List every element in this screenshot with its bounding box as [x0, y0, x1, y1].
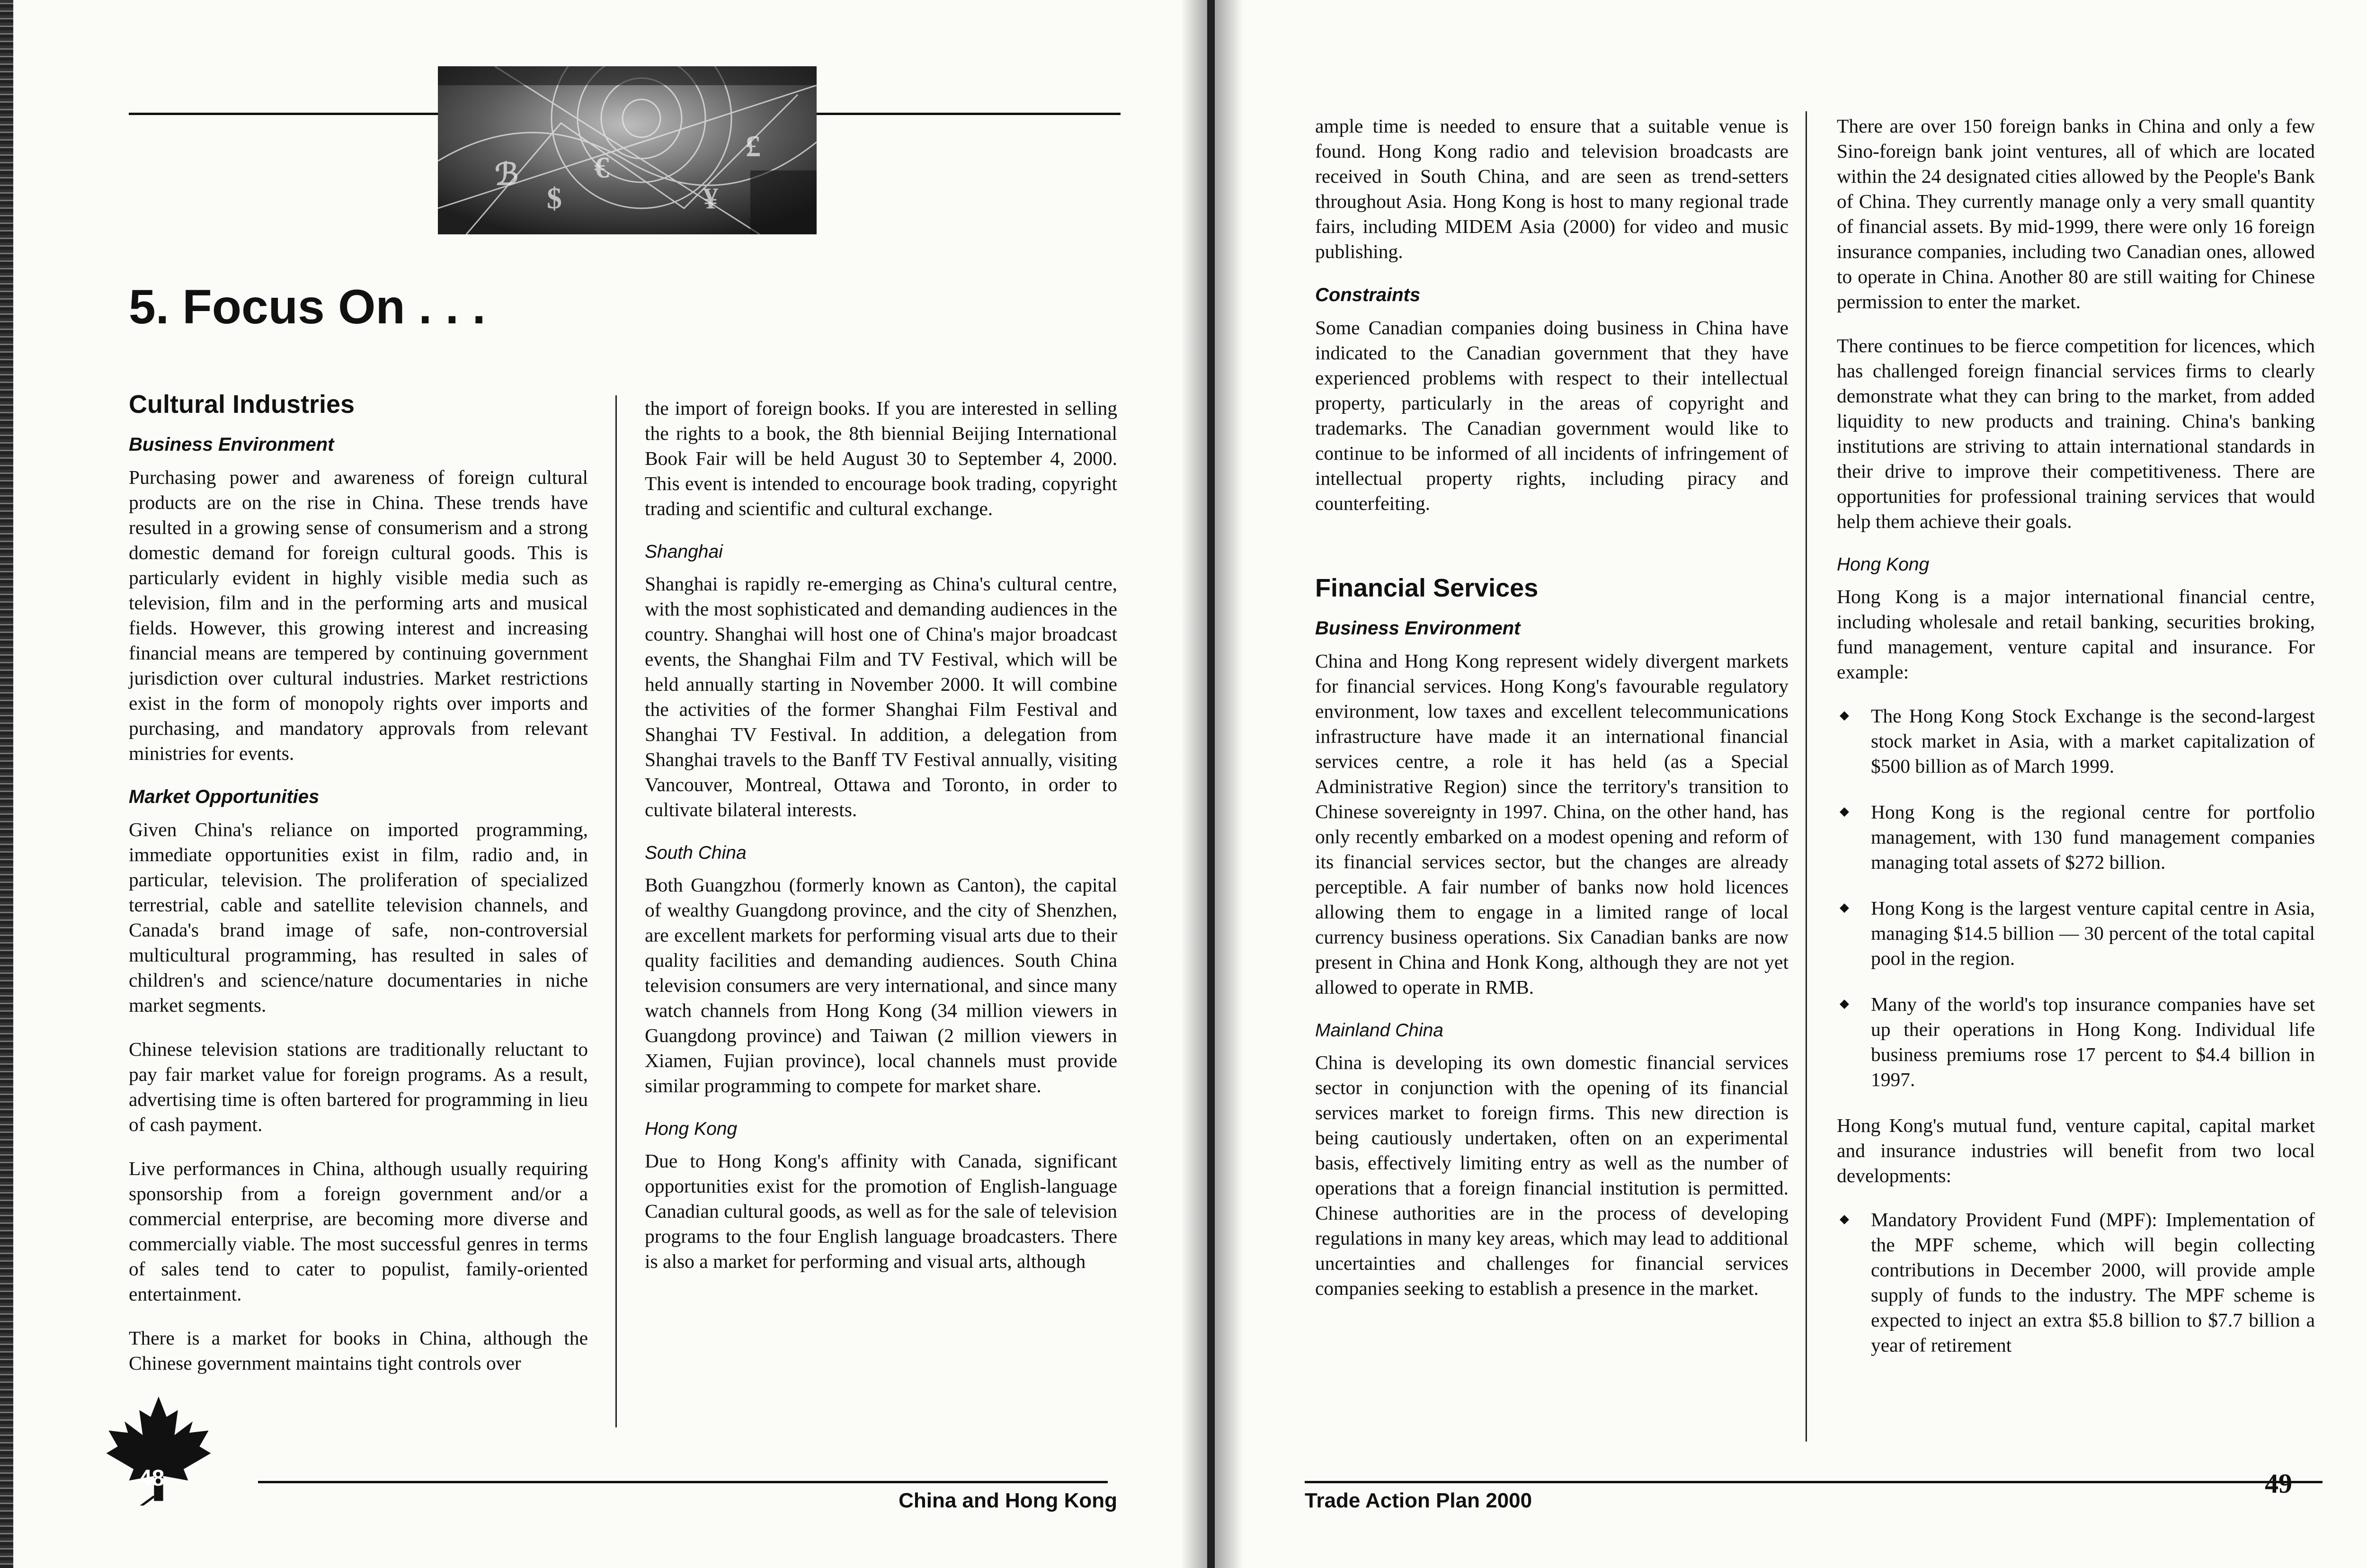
svg-text:¥: ¥ — [703, 181, 718, 215]
footer-rule-right — [1305, 1481, 2323, 1483]
paragraph: Live performances in China, although usually requiring sponsorship from a foreign government and/or a commercial enterprise, are becoming more diverse and commercially viable. The most successful genres in terms of sales tend to cater to populist, family-oriented entertainment. — [129, 1158, 588, 1305]
svg-text:€: € — [594, 151, 609, 184]
subheading-market-opportunities: Market Opportunities — [129, 786, 320, 807]
spine-shadow — [1215, 0, 1243, 1568]
subheading-south-china: South China — [645, 843, 747, 863]
paragraph: Hong Kong is a major international financial centre, including wholesale and retail banking, securities broking, fund management, venture capital and insurance. For example: — [1837, 586, 2315, 683]
svg-text:£: £ — [746, 129, 761, 163]
paragraph: Shanghai is rapidly re-emerging as China's cultural centre, with the most sophisticated and demanding audiences in the country. Shanghai will host one of China's major broadcast events, the Shanghai Film and TV Festival, which will be held annually starting in November 2000. It will combine the activities of the former Shanghai Film Festival and Shanghai TV Festival. In addition, a delegation from Shanghai travels to the Banff TV Festival annually, visiting Vancouver, Montreal, Ottawa and Toronto, in order to cultivate bilateral interests. — [645, 573, 1117, 820]
paragraph: Purchasing power and awareness of foreign cultural products are on the rise in China. These trends have resulted in a growing sense of consumerism and a strong domestic demand for foreign cultural goods. This is particularly evident in highly visible media such as television, film and in the performing arts and musical fields. However, this growing interest and increasing financial means are tempered by continuing government jurisdiction over cultural industries. Market restrictions exist in the form of monopoly rights over imports and purchasing, and mandatory approvals from relevant ministries for events. — [129, 466, 588, 764]
heading-cultural-industries: Cultural Industries — [129, 390, 355, 419]
spine-shadow — [1181, 0, 1209, 1568]
footer-rule-left — [258, 1481, 1108, 1483]
list-item: ◆ Mandatory Provident Fund (MPF): Implementation of the MPF scheme, which will begin collecting contributions in December 2000, will provide ample supply of funds to the industry. The MPF scheme is expected to inject an extra $5.8 billion to $7.7 billion a year of retirement — [1837, 1207, 2315, 1358]
column-3 — [1315, 114, 1789, 1320]
column-1 — [129, 389, 588, 1395]
column-divider — [615, 395, 617, 1427]
subheading-hong-kong: Hong Kong — [645, 1119, 738, 1139]
bullet-list — [1837, 704, 2315, 1092]
subheading-shanghai: Shanghai — [645, 542, 723, 562]
list-item: ◆ Hong Kong is the regional centre for portfolio management, with 130 fund management companies managing total assets of $272 billion. — [1837, 800, 2315, 875]
paragraph: There continues to be fierce competition for licences, which has challenged foreign financial services firms to clearly demonstrate what they can bring to the market, from added liquidity to new products and training. China's banking institutions are striving to attain international standards in their drive to improve their competitiveness. There are opportunities for professional training services that would help them achieve their goals. — [1837, 335, 2315, 532]
paragraph: Given China's reliance on imported programming, immediate opportunities exist in film, radio and, in particular, television. The proliferation of specialized terrestrial, cable and satellite television channels, and Canada's brand image of safe, non-controversial multicultural programming, has resulted in sales of children's and science/nature documentaries in niche market segments. — [129, 819, 588, 1016]
paragraph: the import of foreign books. If you are interested in selling the rights to a book, the 8th biennial Beijing International Book Fair will be held August 30 to September 4, 2000. This event is intended to encourage book trading, copyright trading and scientific and cultural exchange. — [645, 397, 1117, 519]
paragraph: China and Hong Kong represent widely divergent markets for financial services. Hong Kong's favourable regulatory environment, low taxes and excellent telecommunications infrastructure have made it an international financial services centre, a role it has held (as a Special Administrative Region) since the territory's transition to Chinese sovereignty in 1997. China, on the other hand, has only recently embarked on a modest opening and reform of its financial services sector, but the changes are already perceptible. A fair number of banks now hold licences allowing them to engage in a limited range of local currency business operations. Six Canadian banks are now present in China and Honk Kong, although they are not yet allowed to operate in RMB. — [1315, 650, 1789, 998]
column-4 — [1837, 114, 2315, 1379]
subheading-constraints: Constraints — [1315, 285, 1421, 305]
header-rule-left — [129, 113, 439, 115]
list-item: ◆ The Hong Kong Stock Exchange is the second-largest stock market in Asia, with a market capitalization of $500 billion as of March 1999. — [1837, 704, 2315, 779]
footer-title-left: China and Hong Kong — [899, 1489, 1117, 1512]
subheading-hong-kong: Hong Kong — [1837, 554, 1930, 575]
page-number-right: 49 — [2265, 1468, 2292, 1499]
section-title: 5. Focus On . . . — [129, 280, 486, 334]
subheading-business-environment: Business Environment — [129, 434, 334, 455]
paragraph: Both Guangzhou (formerly known as Canton), the capital of wealthy Guangdong province, and the city of Shenzhen, are excellent markets for performing visual arts due to their quality facilities and demanding audiences. South China television consumers are very international, and since many watch channels from Hong Kong (34 million viewers in Guangdong province) and Taiwan (2 million viewers in Xiamen, Fujian province), local channels must provide similar programming to compete for market share. — [645, 874, 1117, 1096]
paragraph: ample time is needed to ensure that a suitable venue is found. Hong Kong radio and television broadcasts are received in South China, and are seen as trend-setters throughout Asia. Hong Kong is host to many regional trade fairs, including MIDEM Asia (2000) for video and music publishing. — [1315, 115, 1789, 262]
subheading-mainland-china: Mainland China — [1315, 1020, 1444, 1041]
page-number-left: 48 — [139, 1466, 165, 1491]
subheading-business-environment: Business Environment — [1315, 618, 1521, 639]
paragraph: There is a market for books in China, although the Chinese government maintains tight controls over — [129, 1327, 588, 1374]
paragraph: China is developing its own domestic financial services sector in conjunction with the opening of its financial services market to foreign firms. This new direction is being cautiously undertaken, often on an experimental basis, effectively limiting entry as well as the number of operations that a foreign financial institution is permitted. Chinese authorities are in the process of developing regulations in many key areas, which may lead to additional uncertainties and challenges for financial services companies seeking to establish a presence in the market. — [1315, 1051, 1789, 1299]
column-2 — [645, 396, 1117, 1293]
page-edge — [0, 0, 13, 1568]
paragraph: Hong Kong's mutual fund, venture capital, capital market and insurance industries will benefit from two local developments: — [1837, 1114, 2315, 1186]
right-page — [1215, 0, 2367, 1568]
header-rule-right — [815, 113, 1121, 115]
list-item: ◆ Many of the world's top insurance companies have set up their operations in Hong Kong. Individual life business premiums rose 17 percent to $4.4 billion in 1997. — [1837, 992, 2315, 1092]
heading-financial-services: Financial Services — [1315, 574, 1539, 602]
column-divider — [1806, 111, 1807, 1442]
banner-collage-icon — [438, 66, 817, 234]
svg-text:ℬ: ℬ — [495, 158, 519, 191]
paragraph: Due to Hong Kong's affinity with Canada, significant opportunities exist for the promotion of English-language Canadian cultural goods, as well as for the sale of television programs to the four English language broadcasters. There is also a market for performing and visual arts, although — [645, 1150, 1117, 1272]
decorative-banner-image — [438, 66, 817, 234]
footer-title-right: Trade Action Plan 2000 — [1305, 1489, 1532, 1512]
paragraph: Some Canadian companies doing business in China have indicated to the Canadian government that they have experienced problems with respect to their intellectual property, particularly in the areas of copyright and trademarks. The Canadian government would like to continue to be informed of all incidents of infringement of intellectual property rights, including piracy and counterfeiting. — [1315, 317, 1789, 514]
svg-text:$: $ — [547, 181, 562, 215]
bullet-list — [1837, 1207, 2315, 1358]
paragraph: There are over 150 foreign banks in China and only a few Sino-foreign bank joint ventures, all of which are located within the 24 designated cities allowed by the People's Bank of China. They currently manage only a very small quantity of financial assets. By mid-1999, there were only 16 foreign insurance companies, including two Canadian ones, allowed to operate in China. Another 80 are still waiting for Chinese permission to enter the market. — [1837, 115, 2315, 312]
paragraph: Chinese television stations are traditionally reluctant to pay fair market value for foreign programs. As a result, advertising time is often bartered for programming in lieu of cash payment. — [129, 1038, 588, 1135]
list-item: ◆ Hong Kong is the largest venture capital centre in Asia, managing $14.5 billion — 30 percent of the total capital pool in the region. — [1837, 896, 2315, 971]
